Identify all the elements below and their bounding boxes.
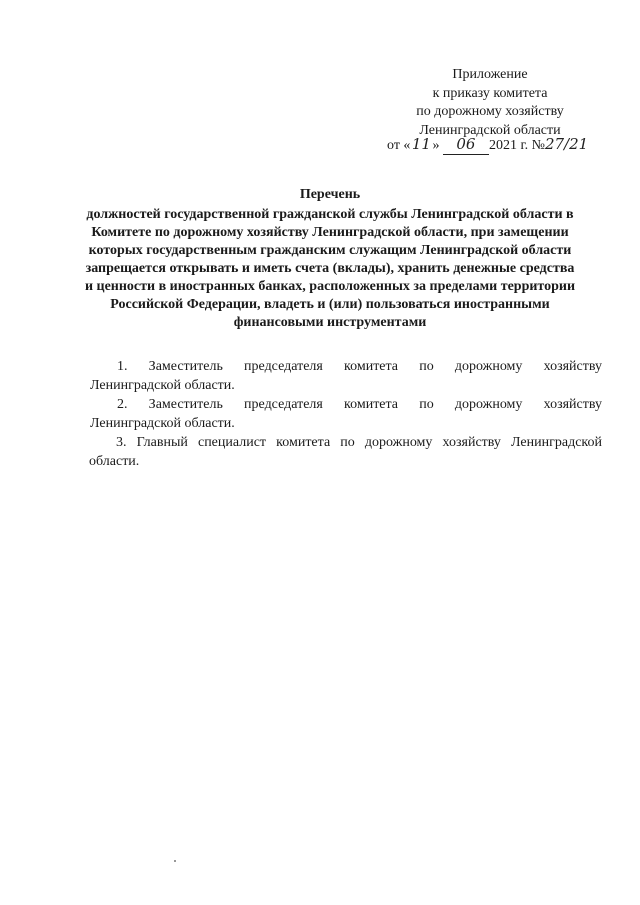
date-year: 2021 г. — [488, 138, 529, 153]
list-item-continuation: Ленинградской области. — [90, 416, 235, 431]
appendix-line: по дорожному хозяйству — [416, 104, 564, 119]
number-sign: № — [531, 138, 545, 153]
list-item-continuation: области. — [89, 454, 140, 469]
list-item-text: 1. Заместитель председателя комитета по дорожному хозяйству — [117, 359, 602, 374]
scan-speck — [174, 860, 176, 862]
list-item-continuation: Ленинградской области. — [90, 378, 235, 393]
positions-list — [89, 357, 602, 471]
order-date-line — [387, 134, 587, 156]
order-number-handwritten: 27/21 — [544, 135, 589, 153]
title-subtitle: должностей государственной гражданской службы Ленинградской области в Комитете по дорожному хозяйству Ленинградской области, при замещении которых государственным гражданским служащим Ленинградской области запрещается открывать и иметь счета (вклады), хранить денежные средства и ценности в иностранных банках, расположенных за пределами территории Российской Федерации, владеть и (или) пользоваться иностранными финансовыми инструментами — [84, 207, 576, 330]
appendix-header — [370, 66, 610, 140]
list-item — [89, 433, 602, 471]
date-day-handwritten: 11 — [411, 135, 431, 153]
document-title — [80, 186, 580, 332]
appendix-line: Приложение — [452, 67, 528, 82]
list-item — [90, 357, 602, 395]
date-month-handwritten: 06 — [443, 134, 489, 155]
date-prefix: от « — [387, 138, 411, 153]
list-item-text: 2. Заместитель председателя комитета по дорожному хозяйству — [117, 397, 602, 412]
list-item — [90, 395, 602, 433]
appendix-line: Ленинградской области — [419, 122, 561, 138]
date-mid: » — [432, 138, 440, 153]
title-heading: Перечень — [299, 187, 361, 202]
list-item-text: 3. Главный специалист комитета по дорожному хозяйству Ленинградской — [116, 435, 602, 450]
appendix-line: к приказу комитета — [432, 85, 548, 101]
